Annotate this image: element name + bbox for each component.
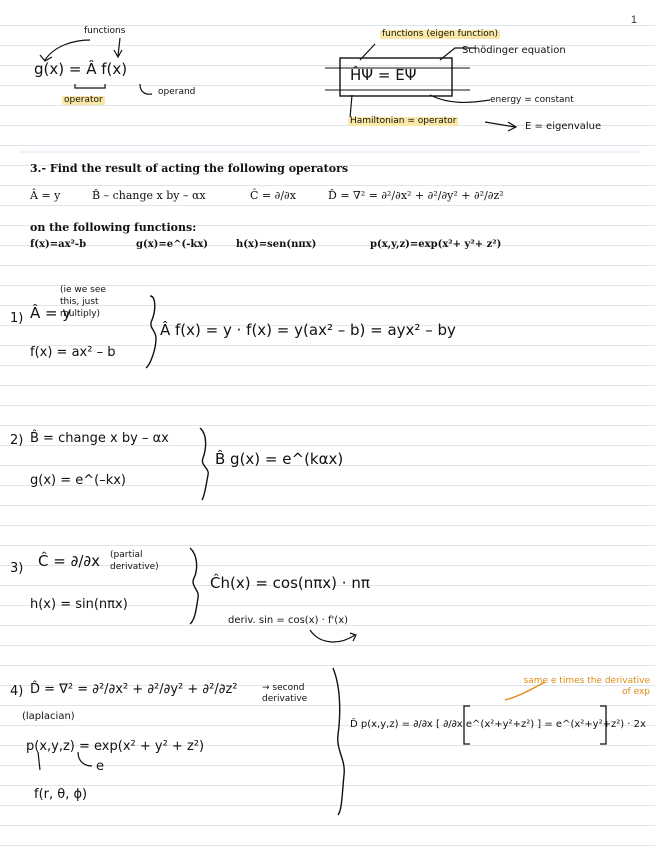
schrodinger-label: Schödinger equation — [462, 45, 566, 56]
answer-3-number: 3) — [10, 561, 24, 576]
operator-a: Â = y — [30, 189, 61, 202]
answer-3-function: h(x) = sin(nπx) — [30, 597, 128, 612]
g-equation: g(x) = Â f(x) — [34, 60, 128, 78]
problem-title: 3.- Find the result of acting the following operators — [30, 162, 349, 175]
answer-4-operator: D̂ = ∇² = ∂²/∂x² + ∂²/∂y² + ∂²/∂z² — [30, 682, 238, 697]
eigen-function-label: functions (eigen function) — [382, 29, 498, 39]
answer-1-result: Â f(x) = y · f(x) = y(ax² – b) = ayx² – by — [160, 321, 456, 339]
operator-d: D̂ = ∇² = ∂²/∂x² + ∂²/∂y² + ∂²/∂z² — [328, 189, 504, 202]
answer-4-function: p(x,y,z) = exp(x² + y² + z²) — [26, 739, 205, 754]
hamiltonian-label: Hamiltonian = operator — [350, 116, 457, 126]
answer-3-derivative-note: deriv. sin = cos(x) · f'(x) — [228, 615, 349, 626]
answer-3-operator: Ĉ = ∂/∂x — [38, 552, 101, 570]
function-f: f(x)=ax²-b — [30, 239, 87, 250]
answer-4-laplacian: (laplacian) — [22, 711, 75, 722]
answer-4-second-derivative: → second derivative — [262, 683, 308, 704]
operand-label: operand — [158, 87, 196, 97]
answer-1-number: 1) — [10, 311, 24, 326]
answer-4-result: D̂ p(x,y,z) = ∂/∂x [ ∂/∂x e^(x²+y²+z²) ] = e^(x²+y²+z²) · 2x — [350, 719, 646, 730]
function-h: h(x)=sen(nπx) — [236, 239, 317, 250]
schrodinger-equation: ĤΨ = EΨ — [350, 66, 417, 84]
functions-label: functions — [84, 26, 126, 36]
answer-4-polar: f(r, θ, ϕ) — [34, 787, 88, 802]
answer-1-note: (ie we see this, just multiply) — [60, 285, 106, 319]
operator-label: operator — [64, 95, 103, 105]
operator-c: Ĉ = ∂/∂x — [250, 189, 296, 202]
operator-b: B̂ – change x by – αx — [92, 189, 206, 202]
answer-4-exp-e: e — [96, 759, 104, 774]
function-g: g(x)=e^(-kx) — [136, 239, 209, 250]
answer-2-result: B̂ g(x) = e^(kαx) — [215, 450, 344, 468]
answer-2-number: 2) — [10, 433, 24, 448]
answer-3-result: Ĉh(x) = cos(nπx) · nπ — [210, 574, 370, 592]
functions-title: on the following functions: — [30, 221, 197, 234]
answer-2-operator: B̂ = change x by – αx — [30, 431, 169, 446]
answer-1-function: f(x) = ax² – b — [30, 345, 116, 360]
function-p: p(x,y,z)=exp(x²+ y²+ z²) — [370, 239, 502, 250]
page-number: 1 — [630, 14, 637, 26]
answer-2-function: g(x) = e^(–kx) — [30, 473, 127, 488]
answer-1-operator: Â = y — [30, 304, 72, 322]
answer-4-orange-note: same e times the derivative of exp — [523, 676, 650, 697]
answer-3-note: (partial derivative) — [110, 550, 159, 572]
energy-label: energy = constant — [490, 95, 574, 105]
answer-4-number: 4) — [10, 684, 24, 699]
eigenvalue-label: E = eigenvalue — [525, 121, 602, 132]
